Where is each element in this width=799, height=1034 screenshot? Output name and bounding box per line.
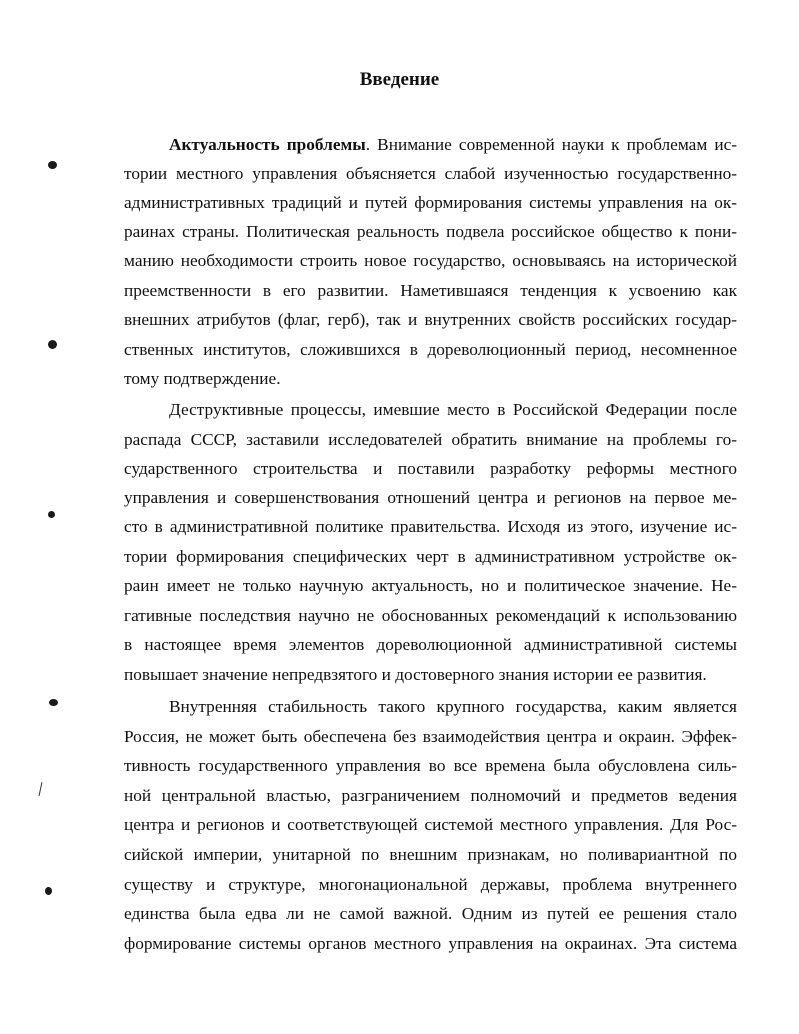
paragraph-line: преемственности в его развитии. Наметившаяся тенденция к усвоению как [124,281,737,300]
paragraph-line: ной центральной властью, разграничением полномочий и предметов ведения [124,786,737,805]
paragraph-line: в настоящее время элементов дореволюционной административной системы [124,635,737,654]
paragraph-line: сийской империи, унитарной по внешним признакам, но поливариантной по [124,845,737,864]
paragraph-line: формирование системы органов местного управления на окраинах. Эта система [124,934,737,953]
scan-speck [45,887,52,895]
paragraph-line: Деструктивные процессы, имевшие место в Российской Федерации после [169,400,737,419]
paragraph-line: тории формирования специфических черт в административном устройстве ок- [124,547,737,566]
line-text: Внимание современной науки к проблемам ис- [377,135,737,154]
paragraph-line: административных традиций и путей формирования системы управления на ок- [124,193,737,212]
paragraph-line: единства была едва ли не самой важной. Одним из путей ее решения стало [124,904,737,923]
paragraph-line: манию необходимости строить новое государство, основываясь на исторической [124,251,737,270]
paragraph-line: существу и структуре, многонациональной державы, проблема внутреннего [124,875,737,894]
paragraph-line: тивность государственного управления во все времена была обусловлена силь- [124,756,737,775]
paragraph-line: сто в административной политике правительства. Исходя из этого, изучение ис- [124,517,737,536]
paragraph-line: сударственного строительства и поставили разработку реформы местного [124,459,737,478]
paragraph-line: Актуальность проблемы. Внимание современной науки к проблемам ис- [169,135,737,154]
paragraph-line: Внутренняя стабильность такого крупного государства, каким является [169,697,737,716]
paragraph-line: Россия, не может быть обеспечена без взаимодействия центра и окраин. Эффек- [124,727,737,746]
scan-speck [48,340,57,349]
paragraph-line: ственных институтов, сложившихся в дореволюционный период, несомненное [124,340,737,359]
paragraph-line: раин имеет не только научную актуальность, но и политическое значение. Не- [124,576,737,595]
paragraph-line: центра и регионов и соответствующей системой местного управления. Для Рос- [124,815,737,834]
scan-speck [49,699,58,706]
paragraph-line: распада СССР, заставили исследователей обратить внимание на проблемы го- [124,430,737,449]
paragraph-line: гативные последствия научно не обоснованных рекомендаций к использованию [124,606,737,625]
paragraph-line: тому подтверждение. [124,369,281,388]
paragraph-line: тории местного управления объясняется слабой изученностью государственно- [124,164,737,183]
scan-speck [48,161,57,169]
lead-phrase: Актуальность проблемы [169,135,366,154]
paragraph-line: раинах страны. Политическая реальность подвела российское общество к пони- [124,222,737,241]
paragraph-line: управления и совершенствования отношений центра и регионов на первое ме- [124,488,737,507]
paragraph-line: повышает значение непредвзятого и достоверного знания истории ее развития. [124,665,707,684]
paragraph-line: внешних атрибутов (флаг, герб), так и внутренних свойств российских государ- [124,310,737,329]
page-title: Введение [359,69,440,90]
scan-speck [48,511,55,518]
scan-scratch [39,782,43,796]
